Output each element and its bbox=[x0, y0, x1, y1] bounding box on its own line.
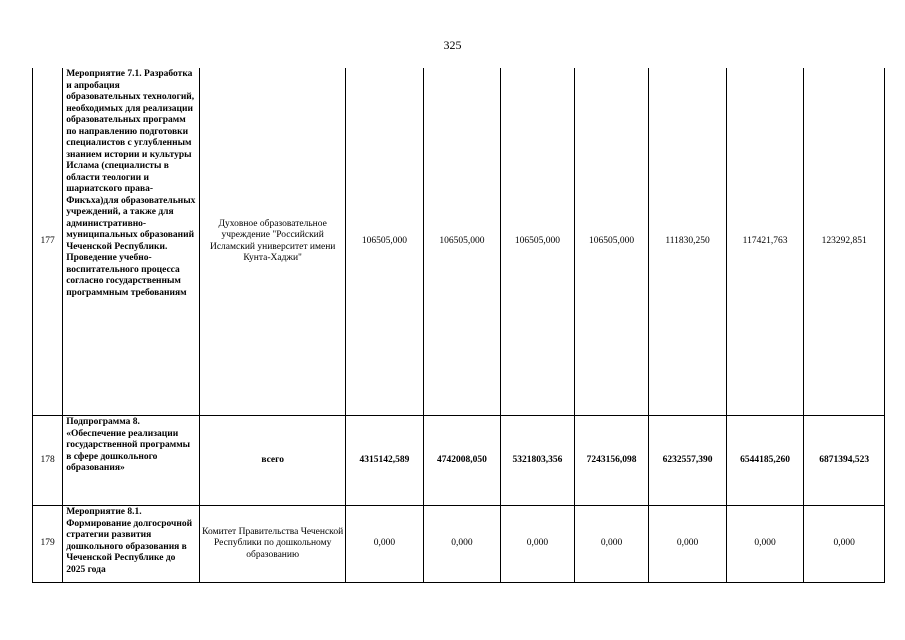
measure-name: Подпрограмма 8. «Обеспечение реализации государственной программы в сфере дошкольного образования» bbox=[63, 416, 200, 506]
table-row bbox=[33, 506, 885, 583]
value-cell: 0,000 bbox=[501, 506, 575, 583]
table-row bbox=[33, 68, 885, 416]
value-cell: 106505,000 bbox=[574, 68, 649, 416]
row-number: 178 bbox=[33, 416, 63, 506]
value-cell: 106505,000 bbox=[501, 68, 575, 416]
value-cell: 0,000 bbox=[346, 506, 424, 583]
value-cell: 6871394,523 bbox=[804, 416, 885, 506]
row-number: 177 bbox=[33, 68, 63, 416]
page-number: 325 bbox=[443, 38, 462, 52]
row-number: 179 bbox=[33, 506, 63, 583]
value-cell: 4742008,050 bbox=[423, 416, 501, 506]
measure-name: Мероприятие 7.1. Разработка и апробация образовательных технологий, необходимых для реализации образовательных программ по направлению подготовки специалистов с углубленным знанием истории и культуры Ислама (специалисты в области теологии и шариатского права-Фикъха)для образовательных учреждений, а также для административно-муниципальных образований Чеченской Республики. Проведение учебно-воспитательного процесса согласно государственным программным требованиям bbox=[63, 68, 200, 416]
value-cell: 0,000 bbox=[726, 506, 804, 583]
value-cell: 106505,000 bbox=[346, 68, 424, 416]
value-cell: 0,000 bbox=[649, 506, 727, 583]
executor: Комитет Правительства Чеченской Республики по дошкольному образованию bbox=[200, 506, 346, 583]
executor: всего bbox=[200, 416, 346, 506]
table-row bbox=[33, 416, 885, 506]
value-cell: 111830,250 bbox=[649, 68, 727, 416]
value-cell: 0,000 bbox=[423, 506, 501, 583]
value-cell: 7243156,098 bbox=[574, 416, 649, 506]
value-cell: 6232557,390 bbox=[649, 416, 727, 506]
value-cell: 4315142,589 bbox=[346, 416, 424, 506]
measure-name: Мероприятие 8.1. Формирование долгосрочной стратегии развития дошкольного образования в Чеченской Республике до 2025 года bbox=[63, 506, 200, 583]
value-cell: 123292,851 bbox=[804, 68, 885, 416]
budget-table bbox=[32, 68, 885, 583]
value-cell: 106505,000 bbox=[423, 68, 501, 416]
value-cell: 117421,763 bbox=[726, 68, 804, 416]
executor: Духовное образовательное учреждение "Российский Исламский университет имени Кунта-Хаджи" bbox=[200, 68, 346, 416]
value-cell: 5321803,356 bbox=[501, 416, 575, 506]
value-cell: 0,000 bbox=[804, 506, 885, 583]
value-cell: 0,000 bbox=[574, 506, 649, 583]
value-cell: 6544185,260 bbox=[726, 416, 804, 506]
